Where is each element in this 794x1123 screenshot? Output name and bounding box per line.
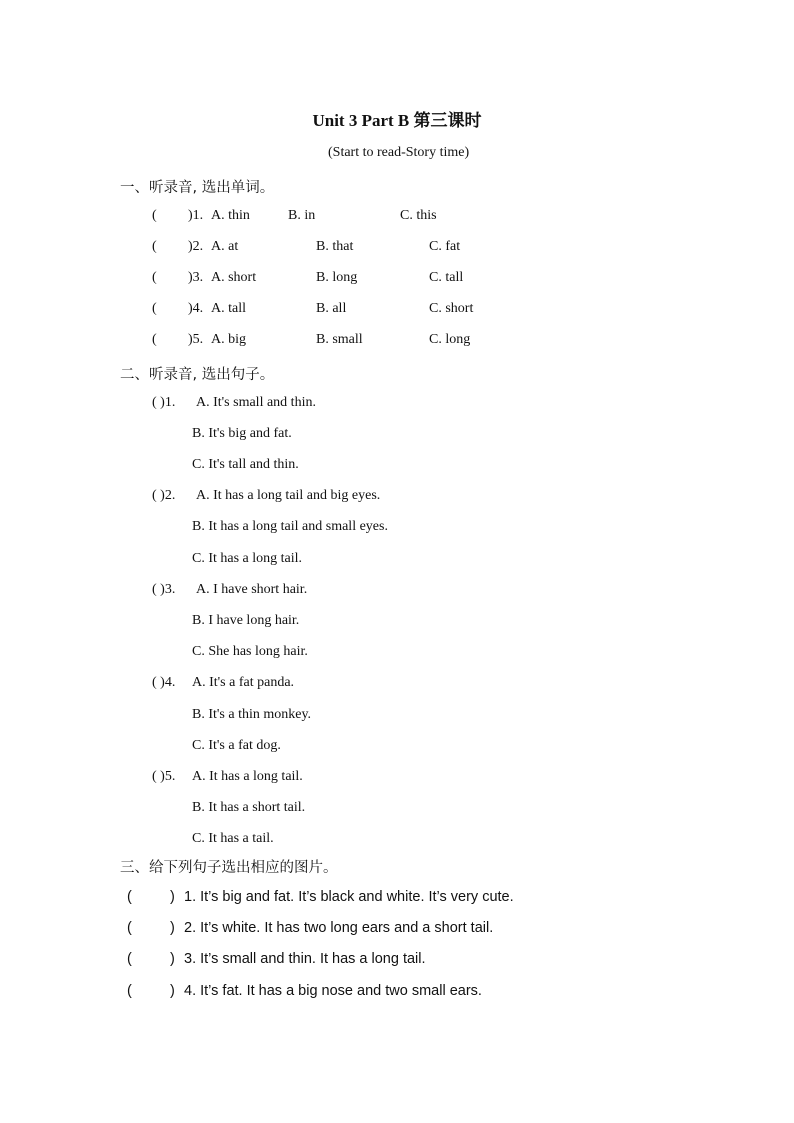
- option-b: B. It's a thin monkey.: [192, 707, 312, 722]
- sentence-text: 1. It’s big and fat. It’s black and white. It’s very cute.: [184, 889, 514, 905]
- option-c: C. this: [400, 208, 437, 223]
- option-c: C. tall: [429, 270, 464, 285]
- option-c: C. long: [429, 332, 471, 347]
- answer-bracket[interactable]: (: [152, 332, 157, 347]
- sentence-text: 3. It’s small and thin. It has a long tail.: [184, 951, 426, 967]
- option-c: C. She has long hair.: [192, 644, 308, 659]
- question-number: )5.: [188, 332, 204, 347]
- option-b: B. It's big and fat.: [192, 426, 292, 441]
- option-b: B. that: [316, 239, 354, 254]
- question-number: )2.: [188, 239, 204, 254]
- section1-heading: 一、听录音, 选出单词。: [120, 180, 275, 196]
- option-a: A. big: [211, 332, 246, 347]
- answer-bracket[interactable]: (: [152, 270, 157, 285]
- option-a: A. It's a fat panda.: [192, 675, 295, 690]
- option-c: C. It's tall and thin.: [192, 457, 299, 472]
- option-b: B. I have long hair.: [192, 613, 300, 628]
- section3-heading: 三、给下列句子选出相应的图片。: [120, 860, 338, 876]
- answer-bracket-close[interactable]: ): [170, 889, 175, 905]
- question-number[interactable]: ( )4.: [152, 675, 176, 690]
- answer-bracket-close[interactable]: ): [170, 983, 175, 999]
- answer-bracket[interactable]: (: [152, 301, 157, 316]
- question-number[interactable]: ( )5.: [152, 769, 176, 784]
- option-a: A. I have short hair.: [196, 582, 308, 597]
- option-c: C. short: [429, 301, 474, 316]
- option-a: A. short: [211, 270, 257, 285]
- option-c: C. It has a tail.: [192, 831, 274, 846]
- answer-bracket-open[interactable]: (: [127, 983, 132, 999]
- question-number[interactable]: ( )3.: [152, 582, 176, 597]
- question-number: )1.: [188, 208, 204, 223]
- answer-bracket-close[interactable]: ): [170, 951, 175, 967]
- answer-bracket[interactable]: (: [152, 239, 157, 254]
- answer-bracket-close[interactable]: ): [170, 920, 175, 936]
- option-b: B. all: [316, 301, 347, 316]
- question-number[interactable]: ( )1.: [152, 395, 176, 410]
- answer-bracket-open[interactable]: (: [127, 889, 132, 905]
- answer-bracket[interactable]: (: [152, 208, 157, 223]
- option-a: A. thin: [211, 208, 250, 223]
- sentence-text: 2. It’s white. It has two long ears and a short tail.: [184, 920, 494, 936]
- question-number: )3.: [188, 270, 204, 285]
- answer-bracket-open[interactable]: (: [127, 920, 132, 936]
- option-a: A. at: [211, 239, 239, 254]
- page-subtitle: (Start to read-Story time): [328, 145, 470, 160]
- option-a: A. It has a long tail.: [192, 769, 303, 784]
- option-b: B. in: [288, 208, 316, 223]
- option-a: A. It's small and thin.: [196, 395, 316, 410]
- option-a: A. tall: [211, 301, 246, 316]
- option-a: A. It has a long tail and big eyes.: [196, 488, 381, 503]
- option-b: B. small: [316, 332, 363, 347]
- option-b: B. long: [316, 270, 358, 285]
- answer-bracket-open[interactable]: (: [127, 951, 132, 967]
- option-c: C. fat: [429, 239, 461, 254]
- option-c: C. It's a fat dog.: [192, 738, 281, 753]
- question-number: )4.: [188, 301, 204, 316]
- question-number[interactable]: ( )2.: [152, 488, 176, 503]
- section2-heading: 二、听录音, 选出句子。: [120, 367, 275, 383]
- sentence-text: 4. It’s fat. It has a big nose and two small ears.: [184, 983, 482, 999]
- option-c: C. It has a long tail.: [192, 551, 303, 566]
- option-b: B. It has a short tail.: [192, 800, 306, 815]
- option-b: B. It has a long tail and small eyes.: [192, 519, 388, 534]
- page-title: Unit 3 Part B 第三课时: [312, 111, 482, 130]
